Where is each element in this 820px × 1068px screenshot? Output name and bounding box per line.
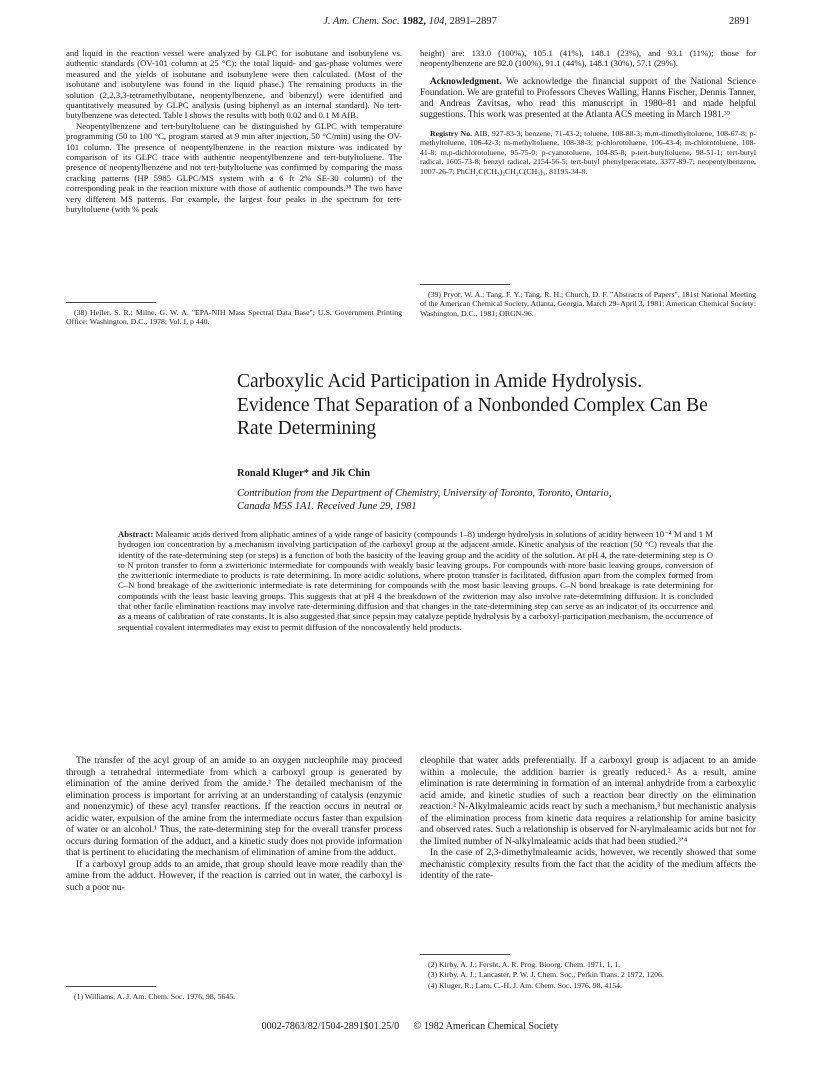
footnote: (1) Williams, A. J. Am. Chem. Soc. 1976, 98, 5645. [74, 992, 236, 1001]
registry-text: AIB, 927-83-3; benzene, 71-43-2; toluene, 108-88-3; m,m-dimethyltoluene, 108-67-8; p-methyltoluene, 106-42-3; m-methyltoluene, 108-38-3; p-chlorotoluene, 106-43-4; m-chlorotoluene, 108-41-8; m,p-dichlorotoluene, 95-75-0; p-cyanotoluene, 104-85-8; p-tert-butyltoluene, 98-51-1; tert-butyl radical, 1605-73-8; benzyl radical, 2154-56-5; tert-butyl phenylperacetate, 3377-89-7; neopentylbenzene, 1007-26-7; PhCH₂C(CH₃)₂CH₂C(CH₃)₃, 81195-34-8. [420, 128, 756, 176]
paragraph: and liquid in the reaction vessel were analyzed by GLPC for isobutane and isobutylene vs. authentic standards (OV-101 column at 25 °C); the total liquid- and gas-phase volumes were measured and the yields of isobutane and isobutylene were then calculated. (Most of the isobutane and isobutylene was found in the liquid phase.) The remaining products in the solution (2,2,3,3-tetramethylbutane, neopentylbenzene, and bibenzyl) were identified and quantitatively measured by GLPC analysis (using biphenyl as an internal standard). No tert-butylbenzene was detected. Table I shows the results with both 0.02 and 0.1 M AIB. [66, 48, 402, 121]
article-code: 0002-7863/82/1504-2891$01.25/0 [261, 1021, 400, 1032]
footnote-rule [66, 986, 156, 987]
registry-numbers [420, 129, 756, 177]
footnote: (38) Heller, S. R.; Milne, G. W. A. "EPA-NIH Mass Spectral Data Base"; U.S. Government Printing Office: Washington, D.C., 1978; Vol. I, p 440. [66, 308, 402, 327]
affiliation [237, 487, 757, 513]
footnote: (4) Kluger, R.; Lam, C.-H. J. Am. Chem. Soc. 1976, 98, 4154. [428, 980, 622, 990]
abstract [118, 529, 713, 632]
top-left-footnotes [66, 308, 402, 328]
journal-name: J. Am. Chem. Soc. [323, 16, 400, 27]
article-title [237, 370, 777, 441]
paragraph: If a carboxyl group adds to an amide, that group should leave more readily than the amine from the adduct. However, if the reaction is carried out in water, the carboxyl is such a poor nu- [66, 859, 402, 893]
top-left-column [66, 48, 402, 215]
paragraph: The transfer of the acyl group of an amide to an oxygen nucleophile may proceed through a tetrahedral intermediate from which a carboxyl group is generated by elimination of the amine derived from the amide.¹ The detailed mechanism of the elimination process is important for arriving at an understanding of catalysis (enzymic and nonenzymic) of these acyl transfer reactions. If the reaction occurs in neutral or acidic water, expulsion of the amine from the intermediate occurs faster than expulsion of water or an alcohol.¹ Thus, the rate-determining step for the overall transfer process occurs during formation of the adduct, and a kinetic study does not provide information that is pertinent to elucidating the mechanism of elimination of amine from the adduct. [66, 756, 402, 858]
footnote-rule [420, 284, 510, 285]
authors: Ronald Kluger* and Jik Chin [237, 468, 371, 479]
journal-year: 1982, [402, 16, 426, 27]
acknowledgment-text: We acknowledge the financial support of the National Science Foundation. We are grateful to Professors Cheves Walling, Hanns Fischer, Dennis Tanner, and Andreas Zavitsas, who read this manuscript in 1980–81 and made helpful suggestions. This work was presented at the Atlanta ACS meeting in March 1981.³⁹ [420, 76, 757, 120]
acknowledgment-heading: Acknowledgment. [430, 76, 502, 87]
title-line: Carboxylic Acid Participation in Amide Hydrolysis. [237, 371, 643, 392]
footnote: (3) Kirby, A. J.; Lancaster, P. W. J. Chem. Soc., Perkin Trans. 2 1972, 1206. [428, 970, 664, 980]
body-left-column [66, 756, 402, 894]
body-right-footnotes [420, 960, 756, 991]
abstract-heading: Abstract: [118, 529, 154, 539]
affiliation-line: Canada M5S 1A1. Received June 29, 1981 [237, 501, 417, 512]
abstract-text: Maleamic acids derived from aliphatic amines of a wide range of basicity (compounds 1–8) undergo hydrolysis in solutions of acidity between 10⁻⁴ M and 1 M hydrogen ion concentration by a mechanism involving participation of the carboxyl group at the adjacent amide. Kinetic analysis of the reaction (50 °C) reveals that the identity of the rate-determining step (or steps) is a function of both the basicity of the leaving group and the acidity of the solution. At pH 4, the rate-determining step is O to N proton transfer to form a zwitterionic intermediate for compounds with weakly basic leaving groups. For compounds with more basic leaving groups, conversion of the zwitterionic intermediate to products is rate determining. In more acidic solutions, where proton transfer is facilitated, diffusion apart from the complex formed from C–N bond breakage of the zwitterionic intermediate is rate determining for compounds with the most basic leaving groups. C–N bond breakage is rate determining for compounds with the least basic leaving groups. This suggests that at pH 4 the breakdown of the zwitterion may also involve rate-determining diffusion. It is concluded that other facile elimination reactions may involve rate-determining diffusion and that changes in the rate-determining step can serve as an indicator of its occurrence and as a means of calibration of rate constants. It is also suggested that since pepsin may catalyze peptide hydrolysis by a carboxyl-participation mechanism, the occurrence of sequential covalent intermediates may exist to permit diffusion of the noncovalently held products. [118, 529, 714, 632]
paragraph: In the case of 2,3-dimethylmaleamic acids, however, we recently showed that some mechanistic complexity results from the fact that the acidity of the medium affects the identity of the rate- [420, 848, 756, 881]
paragraph: height) are: 133.0 (100%), 105.1 (41%), 148.1 (23%), and 93.1 (11%); those for neopentylbenzene are 92.0 (100%), 91.1 (44%), 148.1 (30%), 57.1 (29%). [420, 48, 756, 69]
acknowledgment [420, 77, 756, 121]
body-right-column [420, 756, 756, 883]
journal-volume: 104, [428, 16, 447, 27]
running-head [70, 16, 750, 32]
title-line: Evidence That Separation of a Nonbonded Complex Can Be [237, 394, 708, 416]
page-footer [0, 1021, 820, 1032]
paragraph: cleophile that water adds preferentially. If a carboxyl group is adjacent to an amide within a molecule, the addition barrier is greatly reduced.² As a result, amine elimination is rate determining in formation of an internal anhydride from a carboxylic acid amide, and kinetic studies of such a reaction bear directly on the elimination reaction.² N-Alkylmaleamic acids react by such a mechanism,³ but mechanistic analysis of the elimination process from kinetic data requires a relationship for amine basicity and observed rates. Such a relationship is observed for N-arylmaleamic acids but not for the limited number of N-alkylmaleamic acids that had been studied.³ʼ⁴ [420, 756, 756, 847]
title-line: Rate Determining [237, 418, 377, 439]
footnote: (2) Kirby, A. J.; Fersht, A. R. Prog. Bioorg. Chem. 1971, 1, 1. [428, 960, 621, 969]
registry-heading: Registry No. [430, 128, 473, 138]
copyright: © 1982 American Chemical Society [413, 1021, 559, 1032]
top-right-footnotes [420, 290, 756, 319]
footnote-rule [66, 302, 156, 303]
affiliation-line: Contribution from the Department of Chemistry, University of Toronto, Toronto, Ontario, [237, 488, 612, 499]
body-left-footnotes [66, 992, 402, 1002]
footnote: (39) Pryor, W. A.; Tang, F. Y.; Tang, R. H.; Church, D. F. "Abstracts of Papers", 181st National Meeting of the American Chemical Society, Atlanta, Georgia, March 29–April 3, 1981; American Chemical Society: Washington, D.C., 1981; ORGN-96. [420, 290, 756, 318]
journal-pages: 2891–2897 [449, 16, 497, 27]
paragraph: Neopentylbenzene and tert-butyltoluene can be distinguished by GLPC with temperature programming (50 to 100 °C, program started at 9 min after injection, 50 °C/min) using the OV-101 column. The presence of neopentylbenzene in the reaction mixture was indicated by comparison of its GLPC trace with authentic neopentylbenzene and tert-butyltoluene. The presence of neopentylbenzene and not tert-butyltoluene was confirmed by comparing the mass cracking patterns (HP 5985 GLPC/MS system with a 6 ft 2% SE-30 column) of the corresponding peak in the reaction mixture with those of authentic compounds.³⁸ The two have very different MS patterns. For example, the largest four peaks in the spectrum for tert-butyltoluene (with % peak [66, 120, 402, 215]
footnote-rule [420, 954, 510, 955]
top-right-column [420, 48, 756, 176]
page-number: 2891 [729, 16, 750, 27]
